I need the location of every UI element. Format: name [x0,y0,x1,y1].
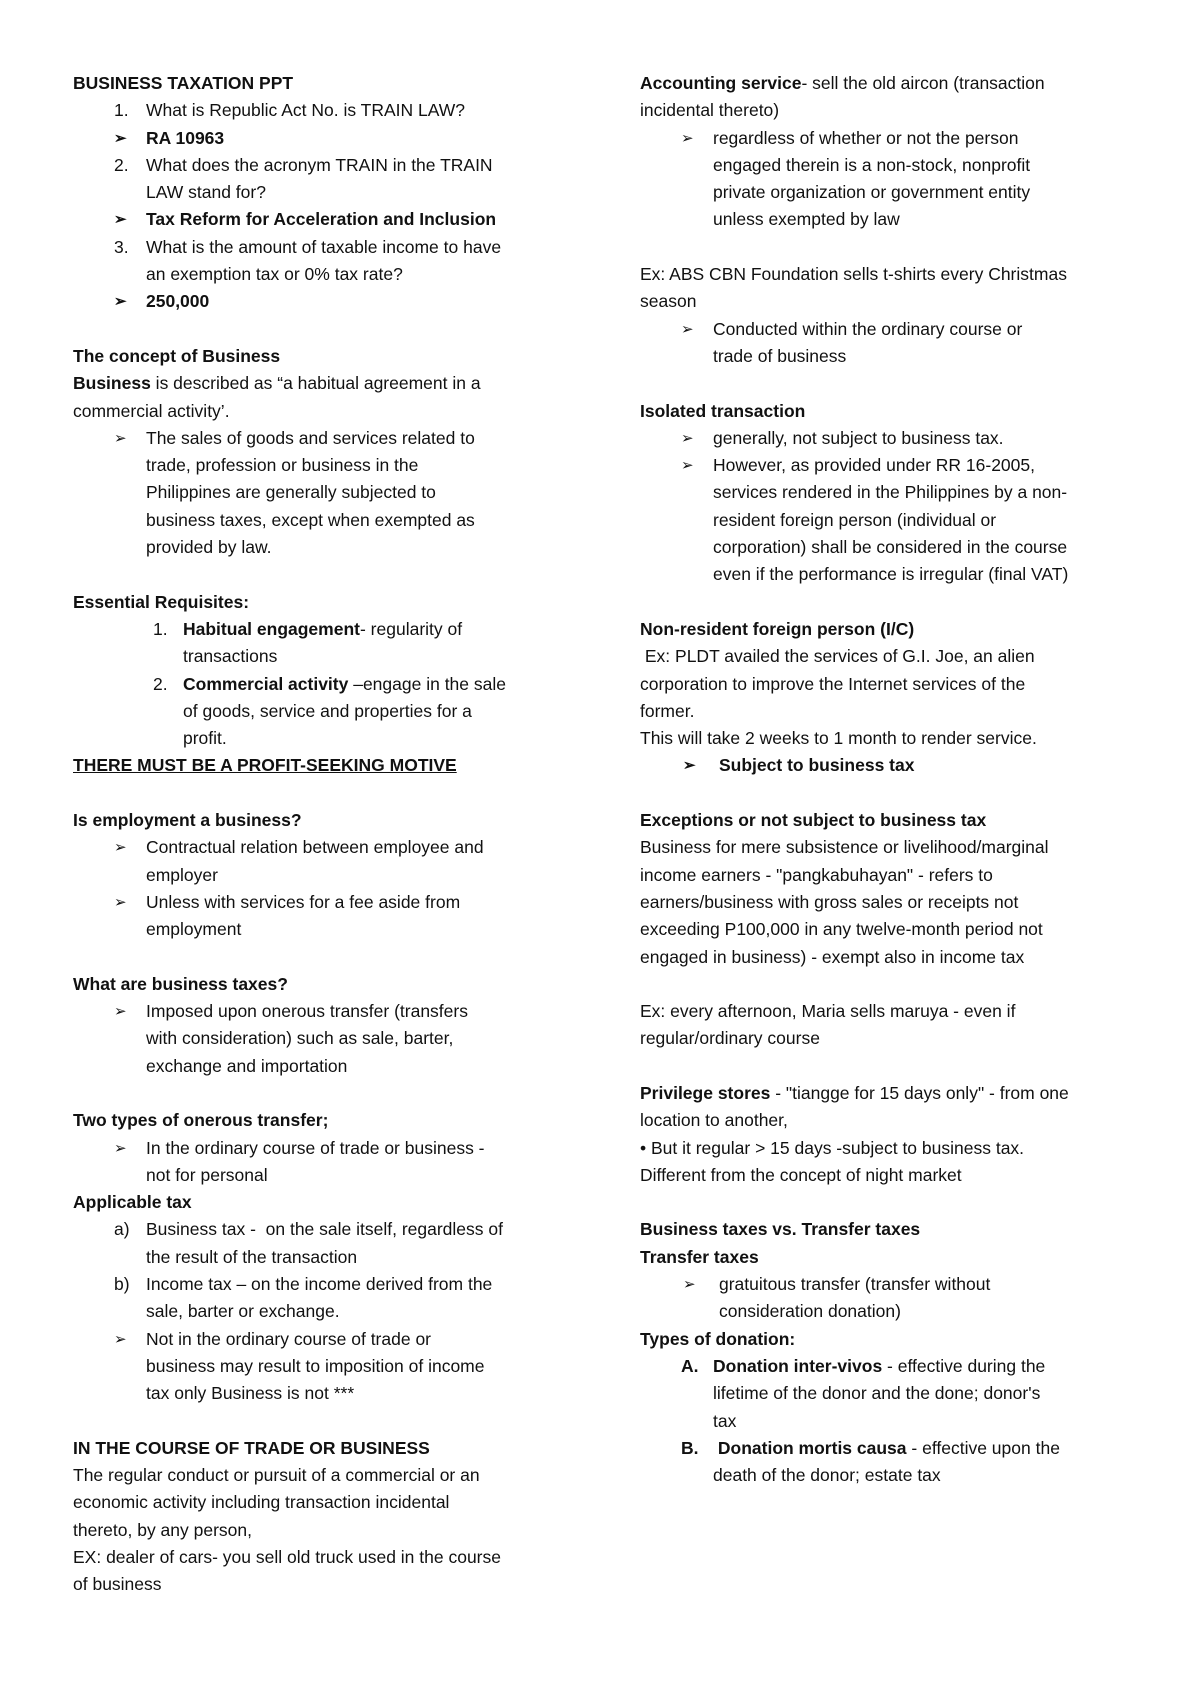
spacer [640,370,1145,397]
accounting-bullet-line [640,179,1145,206]
example-maria-line: Ex: every afternoon, Maria sells maruya - even if [640,1001,1016,1022]
question-1-text: What is Republic Act No. is TRAIN LAW? [146,100,465,121]
applicable-bullet-text: business may result to imposition of income [146,1355,485,1376]
list-number: 2. [114,154,129,175]
applicable-bullet-text: Not in the ordinary course of trade or [146,1328,432,1349]
list-number: 2. [153,673,168,694]
question-2-line [73,179,579,206]
concept-bullet-text: trade, profession or business in the [146,455,419,476]
onerous-bullet-text: not for personal [146,1164,268,1185]
requisite-2 [73,671,579,698]
requisite-1-rest: - regularity of [359,618,463,639]
question-3-text: an exemption tax or 0% tax rate? [146,264,403,285]
requisite-1-term: Habitual engagement [183,618,360,639]
section-heading: Essential Requisites: [73,591,250,612]
employment-bullet-text: employer [146,864,218,885]
donation-a [640,1353,1145,1380]
arrow-bullet-icon: ➢ [114,893,127,911]
list-number: 3. [114,236,129,257]
concept-bullet-line [73,452,579,479]
donation-a-cont: tax [713,1410,737,1431]
donation-a-cont: lifetime of the donor and the done; donor's [713,1383,1041,1404]
question-3-text: What is the amount of taxable income to have [146,236,502,257]
concept-definition-cont: commercial activity’. [73,400,230,421]
isolated-bullet-line [640,507,1145,534]
spacer [73,944,579,971]
concept-bullet-line [73,507,579,534]
course-body-line: economic activity including transaction incidental [73,1492,450,1513]
isolated-bullet-line [640,534,1145,561]
exceptions-body-line: exceeding P100,000 in any twelve-month period not [640,919,1043,940]
nonres-body-line: corporation to improve the Internet services of the [640,673,1026,694]
arrow-bullet-icon: ➢ [114,429,127,447]
nonres-bullet [640,752,1145,779]
spacer [73,561,579,588]
question-3-line [73,261,579,288]
accounting-bullet-line [640,206,1145,233]
employment-bullet-line [73,834,579,861]
isolated-bullet-text: resident foreign person (individual or [713,509,997,530]
section-heading: Types of donation: [640,1328,796,1349]
applicable-bullet-line [73,1326,579,1353]
question-1-line [73,97,579,124]
employment-bullet-text: Unless with services for a fee aside from [146,891,461,912]
arrow-bullet-icon: ➢ [681,320,694,338]
requisite-1 [73,616,579,643]
accounting-service [640,70,1145,97]
applicable-a-line [73,1244,579,1271]
nonres-body-line: Ex: PLDT availed the services of G.I. Joe, an alien [640,646,1035,667]
privilege-body-line: location to another, [640,1110,788,1131]
applicable-a-text: Business tax - on the sale itself, regardless of [146,1219,503,1240]
privilege-body-line: Different from the concept of night market [640,1164,962,1185]
list-number: a) [114,1219,130,1240]
transfer-bullet-line [640,1298,1145,1325]
requisite-2-term: Commercial activity [183,673,349,694]
bustax-bullet-text: exchange and importation [146,1055,348,1076]
accounting-bullet-text: unless exempted by law [713,209,900,230]
arrow-bullet-icon: ➢ [114,211,127,229]
privilege-body-line: • But it regular > 15 days -subject to business tax. [640,1137,1025,1158]
exceptions-body-line: Business for mere subsistence or livelihood/marginal [640,837,1049,858]
doc-title: BUSINESS TAXATION PPT [73,73,294,93]
employment-bullet-line [73,889,579,916]
accounting-bullet-text: regardless of whether or not the person [713,127,1019,148]
isolated-bullet-text: generally, not subject to business tax. [713,427,1004,448]
spacer [73,780,579,807]
privilege-stores-term: Privilege stores [640,1082,771,1103]
section-heading: Isolated transaction [640,400,806,421]
right-column [640,70,1145,1489]
accounting-bullet-line [640,152,1145,179]
applicable-a-line [73,1216,579,1243]
nonres-body-line: This will take 2 weeks to 1 month to render service. [640,728,1037,749]
concept-bullet-line [73,534,579,561]
spacer [73,316,579,343]
applicable-b-line [73,1271,579,1298]
section-heading: Non-resident foreign person (I/C) [640,618,915,639]
list-number: 1. [153,618,168,639]
requisite-1-cont: transactions [183,646,278,667]
exceptions-body-line: earners/business with gross sales or receipts not [640,891,1019,912]
employment-bullet-text: Contractual relation between employee and [146,837,484,858]
course-body-line: The regular conduct or pursuit of a commercial or an [73,1465,480,1486]
spacer [640,589,1145,616]
section-heading: IN THE COURSE OF TRADE OR BUSINESS [73,1437,430,1458]
spacer [73,1408,579,1435]
onerous-bullet-text: In the ordinary course of trade or business - [146,1137,485,1158]
example-abs-line: season [640,291,697,312]
concept-bullet-text: The sales of goods and services related to [146,427,475,448]
bustax-bullet-line [73,1025,579,1052]
section-heading: Applicable tax [73,1192,192,1213]
isolated-bullet-text: services rendered in the Philippines by a non- [713,482,1068,503]
privilege-stores [640,1080,1145,1107]
applicable-a-text: the result of the transaction [146,1246,358,1267]
transfer-bullet-text: consideration donation) [719,1301,901,1322]
exceptions-body-line: income earners - "pangkabuhayan" - refers to [640,864,993,885]
spacer [640,971,1145,998]
requisite-2-cont: profit. [183,728,227,749]
nonres-bullet-text: Subject to business tax [719,755,915,776]
arrow-bullet-icon: ➢ [683,1276,696,1294]
spacer [73,1080,579,1107]
isolated-bullet-line [640,561,1145,588]
applicable-b-text: Income tax – on the income derived from the [146,1274,493,1295]
question-2-line [73,152,579,179]
spacer [640,1053,1145,1080]
concept-bullet-line [73,479,579,506]
transfer-bullet-text: gratuitous transfer (transfer without [719,1274,991,1295]
accounting-bullet-text: private organization or government entity [713,182,1031,203]
list-number: 1. [114,100,129,121]
isolated-bullet-line [640,425,1145,452]
spacer [640,780,1145,807]
bustax-bullet-text: Imposed upon onerous transfer (transfers [146,1001,468,1022]
privilege-stores-rest: - "tiangge for 15 days only" - from one [770,1082,1069,1103]
requisite-2-cont: of goods, service and properties for a [183,700,472,721]
bustax-bullet-line [73,1053,579,1080]
answer-3 [73,288,579,315]
question-2-text: LAW stand for? [146,182,266,203]
concept-bullet-line [73,425,579,452]
arrow-bullet-icon: ➢ [681,429,694,447]
section-heading: Two types of onerous transfer; [73,1110,329,1131]
concept-bullet-text: provided by law. [146,537,272,558]
arrow-bullet-icon: ➢ [114,1003,127,1021]
concept-definition-term: Business [73,373,151,394]
example-abs-line: Ex: ABS CBN Foundation sells t-shirts every Christmas [640,264,1067,285]
example-abs-bullet-line [640,316,1145,343]
employment-bullet-line [73,916,579,943]
nonres-body-line: former. [640,700,695,721]
requisite-2-rest: –engage in the sale [348,673,506,694]
example-abs-bullet-line [640,343,1145,370]
spacer [640,234,1145,261]
arrow-bullet-icon: ➢ [114,1139,127,1157]
spacer [640,1189,1145,1216]
exceptions-body-line: engaged in business) - exempt also in income tax [640,946,1025,967]
course-body-line: thereto, by any person, [73,1519,252,1540]
answer-2 [73,206,579,233]
list-label: A. [681,1355,699,1376]
applicable-bullet-line [73,1380,579,1407]
applicable-b-line [73,1298,579,1325]
list-number: b) [114,1274,130,1295]
concept-bullet-text: Philippines are generally subjected to [146,482,436,503]
example-abs-bullet-text: Conducted within the ordinary course or [713,318,1023,339]
arrow-bullet-icon: ➢ [114,129,127,147]
bustax-bullet-text: with consideration) such as sale, barter, [146,1028,454,1049]
donation-b-cont: death of the donor; estate tax [713,1465,941,1486]
section-heading: Transfer taxes [640,1246,759,1267]
section-heading: What are business taxes? [73,973,288,994]
answer-1-text: RA 10963 [146,127,225,148]
question-3-line [73,234,579,261]
course-body-line: EX: dealer of cars- you sell old truck used in the course [73,1547,501,1568]
onerous-bullet-line [73,1135,579,1162]
concept-definition-rest: is described as “a habitual agreement in a [150,373,481,394]
applicable-b-text: sale, barter or exchange. [146,1301,340,1322]
applicable-bullet-text: tax only Business is not *** [146,1383,355,1404]
donation-b-rest: - effective upon the [906,1437,1060,1458]
arrow-bullet-icon: ➢ [114,1330,127,1348]
accounting-bullet-line [640,125,1145,152]
question-2-text: What does the acronym TRAIN in the TRAIN [146,154,493,175]
donation-b-term: Donation mortis causa [713,1437,907,1458]
example-maria-line: regular/ordinary course [640,1028,820,1049]
course-body-line: of business [73,1574,162,1595]
answer-1 [73,125,579,152]
employment-bullet-line [73,862,579,889]
arrow-bullet-icon: ➢ [683,757,696,775]
arrow-bullet-icon: ➢ [681,129,694,147]
answer-3-text: 250,000 [146,291,210,312]
section-heading: Exceptions or not subject to business tax [640,810,987,831]
left-column [73,70,579,1599]
bustax-bullet-line [73,998,579,1025]
employment-bullet-text: employment [146,919,242,940]
answer-2-text: Tax Reform for Acceleration and Inclusion [146,209,497,230]
accounting-service-cont: incidental thereto) [640,100,780,121]
arrow-bullet-icon: ➢ [114,839,127,857]
example-abs-bullet-text: trade of business [713,345,847,366]
isolated-bullet-text: even if the performance is irregular (final VAT) [713,564,1069,585]
accounting-service-rest: - sell the old aircon (transaction [801,73,1045,93]
donation-a-term: Donation inter-vivos [713,1355,883,1376]
accounting-service-term: Accounting service [640,73,802,93]
concept-bullet-text: business taxes, except when exempted as [146,509,475,530]
transfer-bullet-line [640,1271,1145,1298]
applicable-bullet-line [73,1353,579,1380]
onerous-bullet-line [73,1162,579,1189]
section-heading: Is employment a business? [73,810,302,831]
isolated-bullet-text: However, as provided under RR 16-2005, [713,455,1035,476]
donation-a-rest: - effective during the [882,1355,1046,1376]
profit-motive-note: THERE MUST BE A PROFIT-SEEKING MOTIVE [73,755,457,776]
section-heading: Business taxes vs. Transfer taxes [640,1219,921,1240]
accounting-bullet-text: engaged therein is a non-stock, nonprofit [713,154,1031,175]
isolated-bullet-text: corporation) shall be considered in the course [713,537,1068,558]
arrow-bullet-icon: ➢ [681,457,694,475]
list-label: B. [681,1437,699,1458]
donation-b [640,1435,1145,1462]
section-heading: The concept of Business [73,345,281,366]
isolated-bullet-line [640,479,1145,506]
isolated-bullet-line [640,452,1145,479]
arrow-bullet-icon: ➢ [114,293,127,311]
concept-definition [73,370,579,397]
